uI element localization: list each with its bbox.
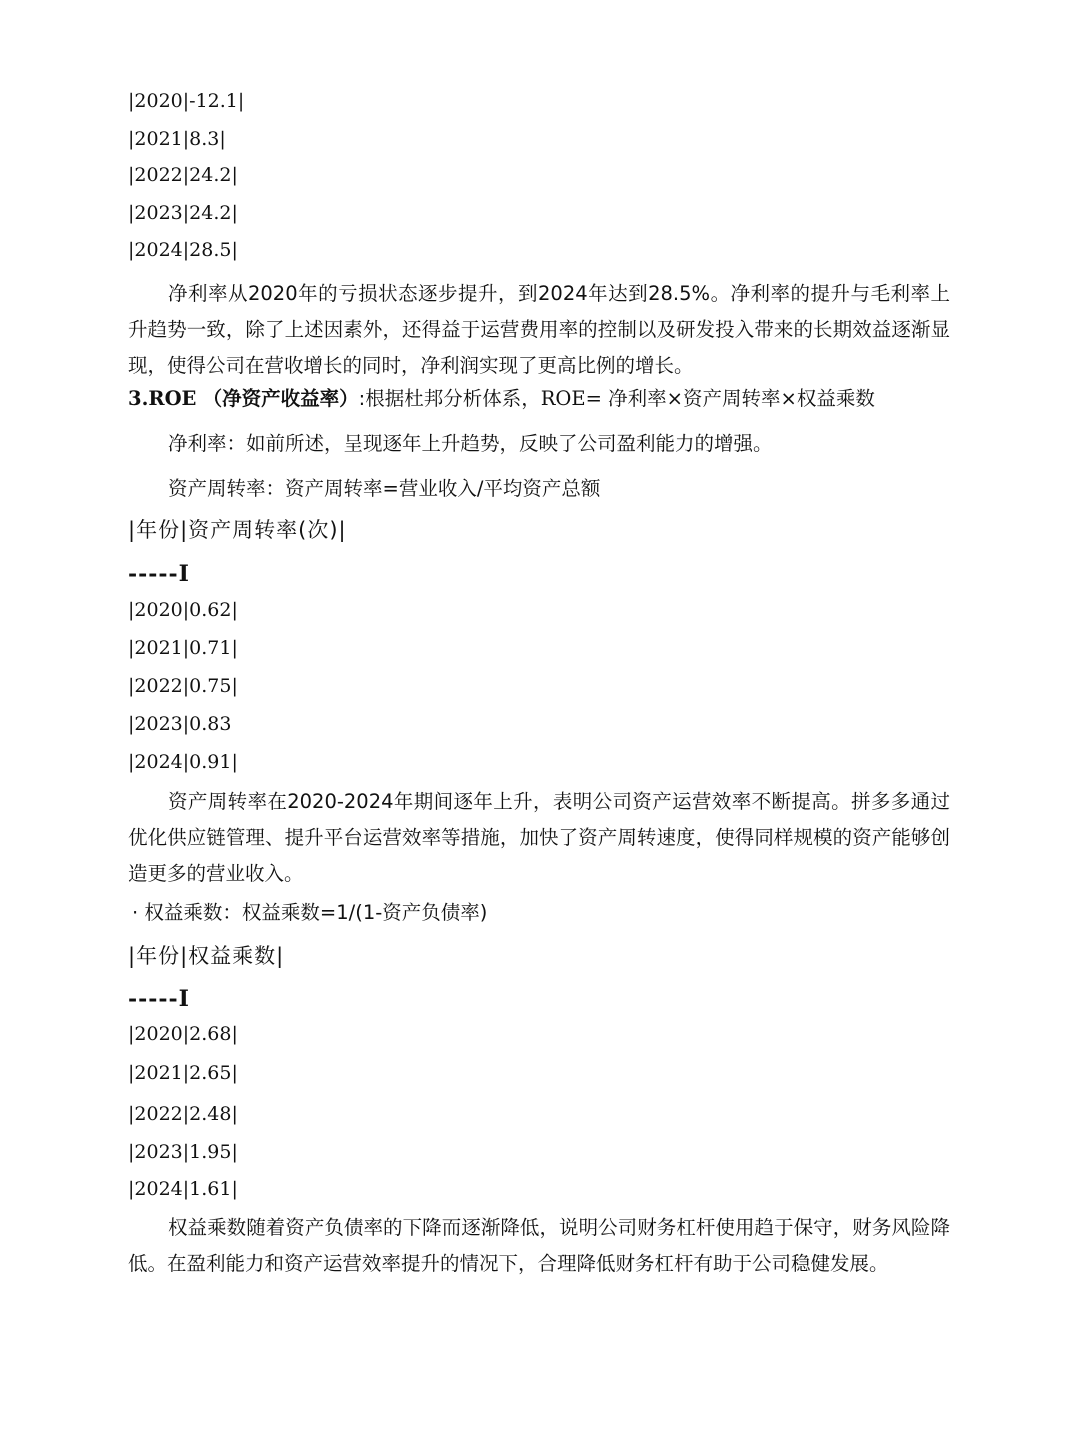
heading-title: （净资产收益率） (202, 387, 359, 410)
table-row: |2024|1.61| (128, 1178, 238, 1200)
table-row: |2022|24.2| (128, 164, 238, 186)
table-row: |2023|0.83 (128, 713, 232, 735)
table-row: |2020|-12.1| (128, 90, 245, 112)
table-row: |2022|0.75| (128, 675, 238, 697)
asset-turnover-table-header: |年份|资产周转率(次)| (128, 518, 347, 542)
heading-number: 3.ROE (128, 387, 197, 410)
net-margin-paragraph: 净利率从2020年的亏损状态逐步提升，到2024年达到28.5%。净利率的提升与毛利率上升趋势一致，除了上述因素外，还得益于运营费用率的控制以及研发投入带来的长期效益逐渐显现，使得公司在营收增长的同时，净利润实现了更高比例的增长。 (128, 282, 950, 377)
table-row: |2024|28.5| (128, 239, 238, 261)
heading-formula: 净利率×资产周转率×权益乘数 (601, 387, 875, 410)
net-margin-note: 净利率：如前所述，呈现逐年上升趋势，反映了公司盈利能力的增强。 (168, 432, 773, 455)
roe-heading (128, 389, 875, 409)
table-row: |2023|24.2| (128, 202, 238, 224)
asset-turnover-paragraph: 资产周转率在2020-2024年期间逐年上升，表明公司资产运营效率不断提高。拼多多通过优化供应链管理、提升平台运营效率等措施，加快了资产周转速度，使得同样规模的资产能够创造更多的营业收入。 (128, 790, 950, 885)
equity-multiplier-paragraph: 权益乘数随着资产负债率的下降而逐渐降低，说明公司财务杠杆使用趋于保守，财务风险降低。在盈利能力和资产运营效率提升的情况下，合理降低财务杠杆有助于公司稳健发展。 (128, 1216, 950, 1275)
table-row: |2021|8.3| (128, 128, 226, 150)
table-row: |2021|2.65| (128, 1062, 238, 1084)
asset-turnover-formula: 资产周转率：资产周转率=营业收入/平均资产总额 (168, 477, 601, 500)
table-row: |2022|2.48| (128, 1103, 238, 1125)
table-row: |2020|2.68| (128, 1023, 238, 1045)
heading-roe: ROE= (540, 387, 602, 410)
equity-multiplier-formula: · 权益乘数：权益乘数=1/(1-资产负债率) (132, 901, 488, 924)
asset-turnover-table-separator: -----I (128, 561, 190, 587)
table-row: |2023|1.95| (128, 1141, 238, 1163)
table-row: |2020|0.62| (128, 599, 238, 621)
heading-text: :根据杜邦分析体系， (358, 387, 541, 410)
table-row: |2024|0.91| (128, 751, 238, 773)
equity-multiplier-table-header: |年份|权益乘数| (128, 944, 285, 968)
equity-multiplier-table-separator: -----I (128, 986, 190, 1012)
table-row: |2021|0.71| (128, 637, 238, 659)
